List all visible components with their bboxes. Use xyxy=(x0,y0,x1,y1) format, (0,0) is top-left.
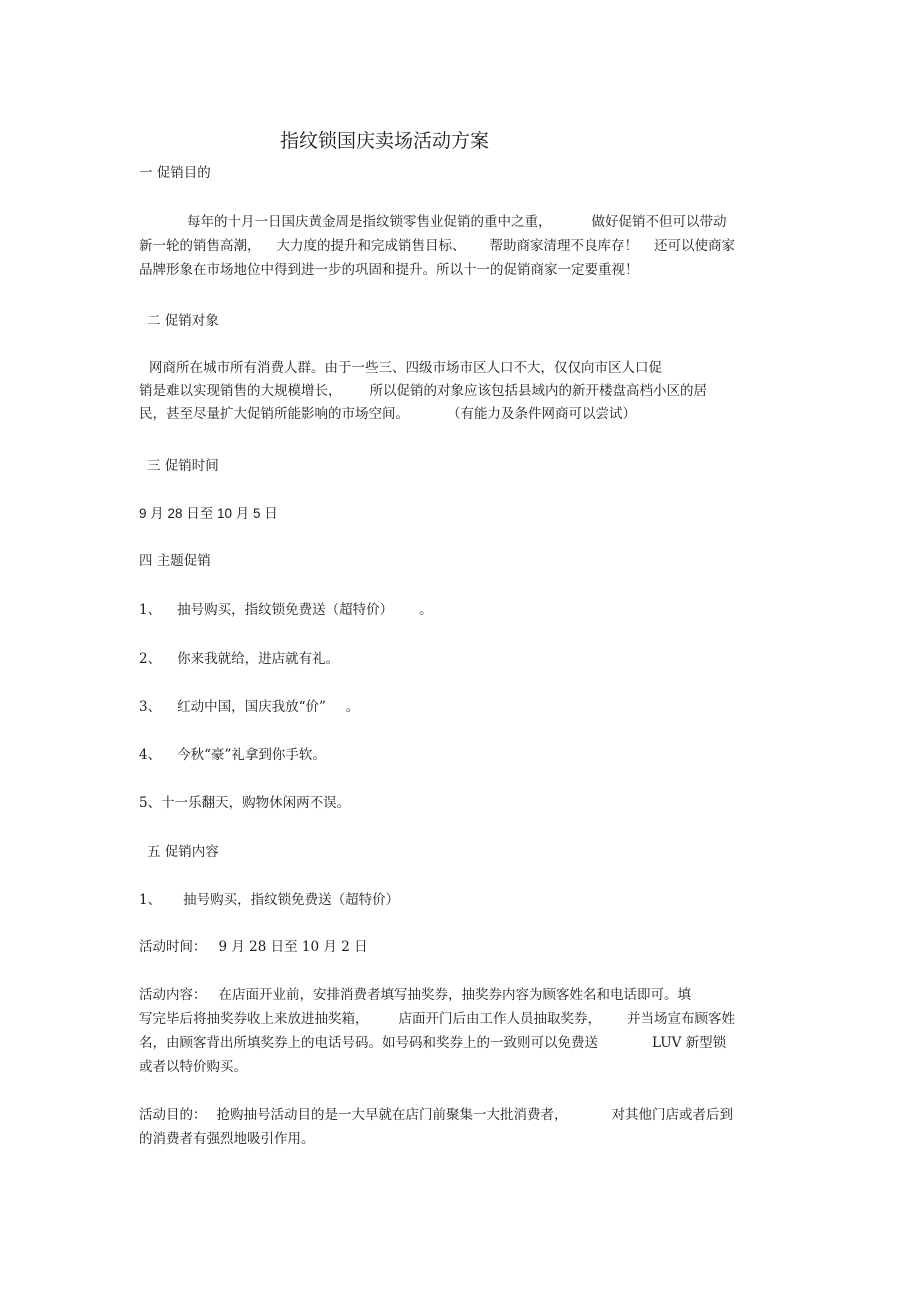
field-value: 9 月 28 日至 10 月 2 日 xyxy=(218,939,368,955)
activity-time xyxy=(139,938,368,956)
list-item xyxy=(139,650,339,668)
paragraph-line: 的消费者有强烈地吸引作用。 xyxy=(139,1131,315,1147)
paragraph-line xyxy=(139,1106,733,1124)
list-number: 3、 xyxy=(139,699,162,715)
text-segment: 新一轮的销售高潮， xyxy=(139,238,261,254)
paragraph-line xyxy=(139,986,691,1004)
list-text: 抽号购买，指纹锁免费送（超特价） xyxy=(177,602,394,618)
text-segment: 在店面开业前，安排消费者填写抽奖券，抽奖券内容为顾客姓名和电话即可。填 xyxy=(218,987,691,1003)
text-segment: 。 xyxy=(345,699,360,715)
text-segment: 所以促销的对象应该包括县域内的新开楼盘高档小区的居 xyxy=(369,383,707,399)
paragraph-line: 品牌形象在市场地位中得到进一步的巩固和提升。所以十一的促销商家一定要重视！ xyxy=(139,262,639,278)
text-segment: 写完毕后将抽奖券收上来放进抽奖箱， xyxy=(139,1011,369,1027)
paragraph-line xyxy=(139,237,735,255)
list-item xyxy=(139,891,399,909)
text-segment: 。 xyxy=(419,602,433,618)
text-segment: LUV 新型锁 xyxy=(652,1035,727,1051)
list-number: 1、 xyxy=(139,892,162,908)
text-segment: 销是难以实现销售的大规模增长， xyxy=(139,383,342,399)
paragraph-line xyxy=(187,213,727,231)
paragraph-line xyxy=(139,405,636,423)
section-heading-content: 五 促销内容 xyxy=(147,844,219,860)
text-segment: 民，甚至尽量扩大促销所能影响的市场空间。 xyxy=(139,406,409,422)
section-heading-themes: 四 主题促销 xyxy=(139,553,211,569)
section-heading-target: 二 促销对象 xyxy=(147,313,219,329)
text-segment: 抢购抽号活动目的是一大早就在店门前聚集一大批消费者， xyxy=(216,1107,568,1123)
text-segment: 并当场宣布顾客姓 xyxy=(627,1011,735,1027)
field-label: 活动目的： xyxy=(139,1107,207,1123)
document-title: 指纹锁国庆卖场活动方案 xyxy=(280,130,490,152)
list-text: 今秋“豪”礼拿到你手软。 xyxy=(177,747,326,763)
field-label: 活动内容： xyxy=(139,987,207,1003)
text-segment: 店面开门后由工作人员抽取奖券， xyxy=(398,1011,601,1027)
text-segment: 帮助商家清理不良库存！ xyxy=(489,238,638,254)
list-text: 抽号购买，指纹锁免费送（超特价） xyxy=(183,892,400,908)
paragraph-line xyxy=(139,1010,735,1028)
list-item xyxy=(139,698,359,716)
list-text: 你来我就给，进店就有礼。 xyxy=(177,651,340,667)
list-number: 4、 xyxy=(139,747,162,763)
text-segment: 对其他门店或者后到 xyxy=(611,1107,733,1123)
list-text: 十一乐翻天，购物休闲两不误。 xyxy=(161,795,351,811)
text-segment: 还可以使商家 xyxy=(654,238,735,254)
list-text: 红动中国，国庆我放“价” xyxy=(177,699,326,715)
list-number: 1、 xyxy=(139,602,162,618)
text-segment: 名，由顾客背出所填奖券上的电话号码。如号码和奖券上的一致则可以免费送 xyxy=(139,1035,598,1051)
text-segment: 大力度的提升和完成销售目标、 xyxy=(276,238,466,254)
text-segment: （有能力及条件网商可以尝试） xyxy=(447,406,636,422)
paragraph-line xyxy=(139,382,707,400)
list-item xyxy=(139,601,433,619)
paragraph-line: 或者以特价购买。 xyxy=(139,1059,247,1075)
promotion-date: 9 月 28 日至 10 月 5 日 xyxy=(139,506,278,521)
list-item xyxy=(139,746,326,764)
list-item xyxy=(139,794,350,812)
text-segment: 每年的十月一日国庆黄金周是指纹锁零售业促销的重中之重， xyxy=(187,214,552,230)
paragraph-line xyxy=(139,1034,726,1052)
list-number: 5、 xyxy=(139,795,162,811)
field-label: 活动时间： xyxy=(139,939,207,955)
section-heading-purpose: 一 促销目的 xyxy=(139,165,211,181)
section-heading-time: 三 促销时间 xyxy=(147,458,219,474)
list-number: 2、 xyxy=(139,651,162,667)
paragraph-line: 网商所在城市所有消费人群。由于一些三、四级市场市区人口不大，仅仅向市区人口促 xyxy=(149,360,662,376)
text-segment: 做好促销不但可以带动 xyxy=(591,214,727,230)
